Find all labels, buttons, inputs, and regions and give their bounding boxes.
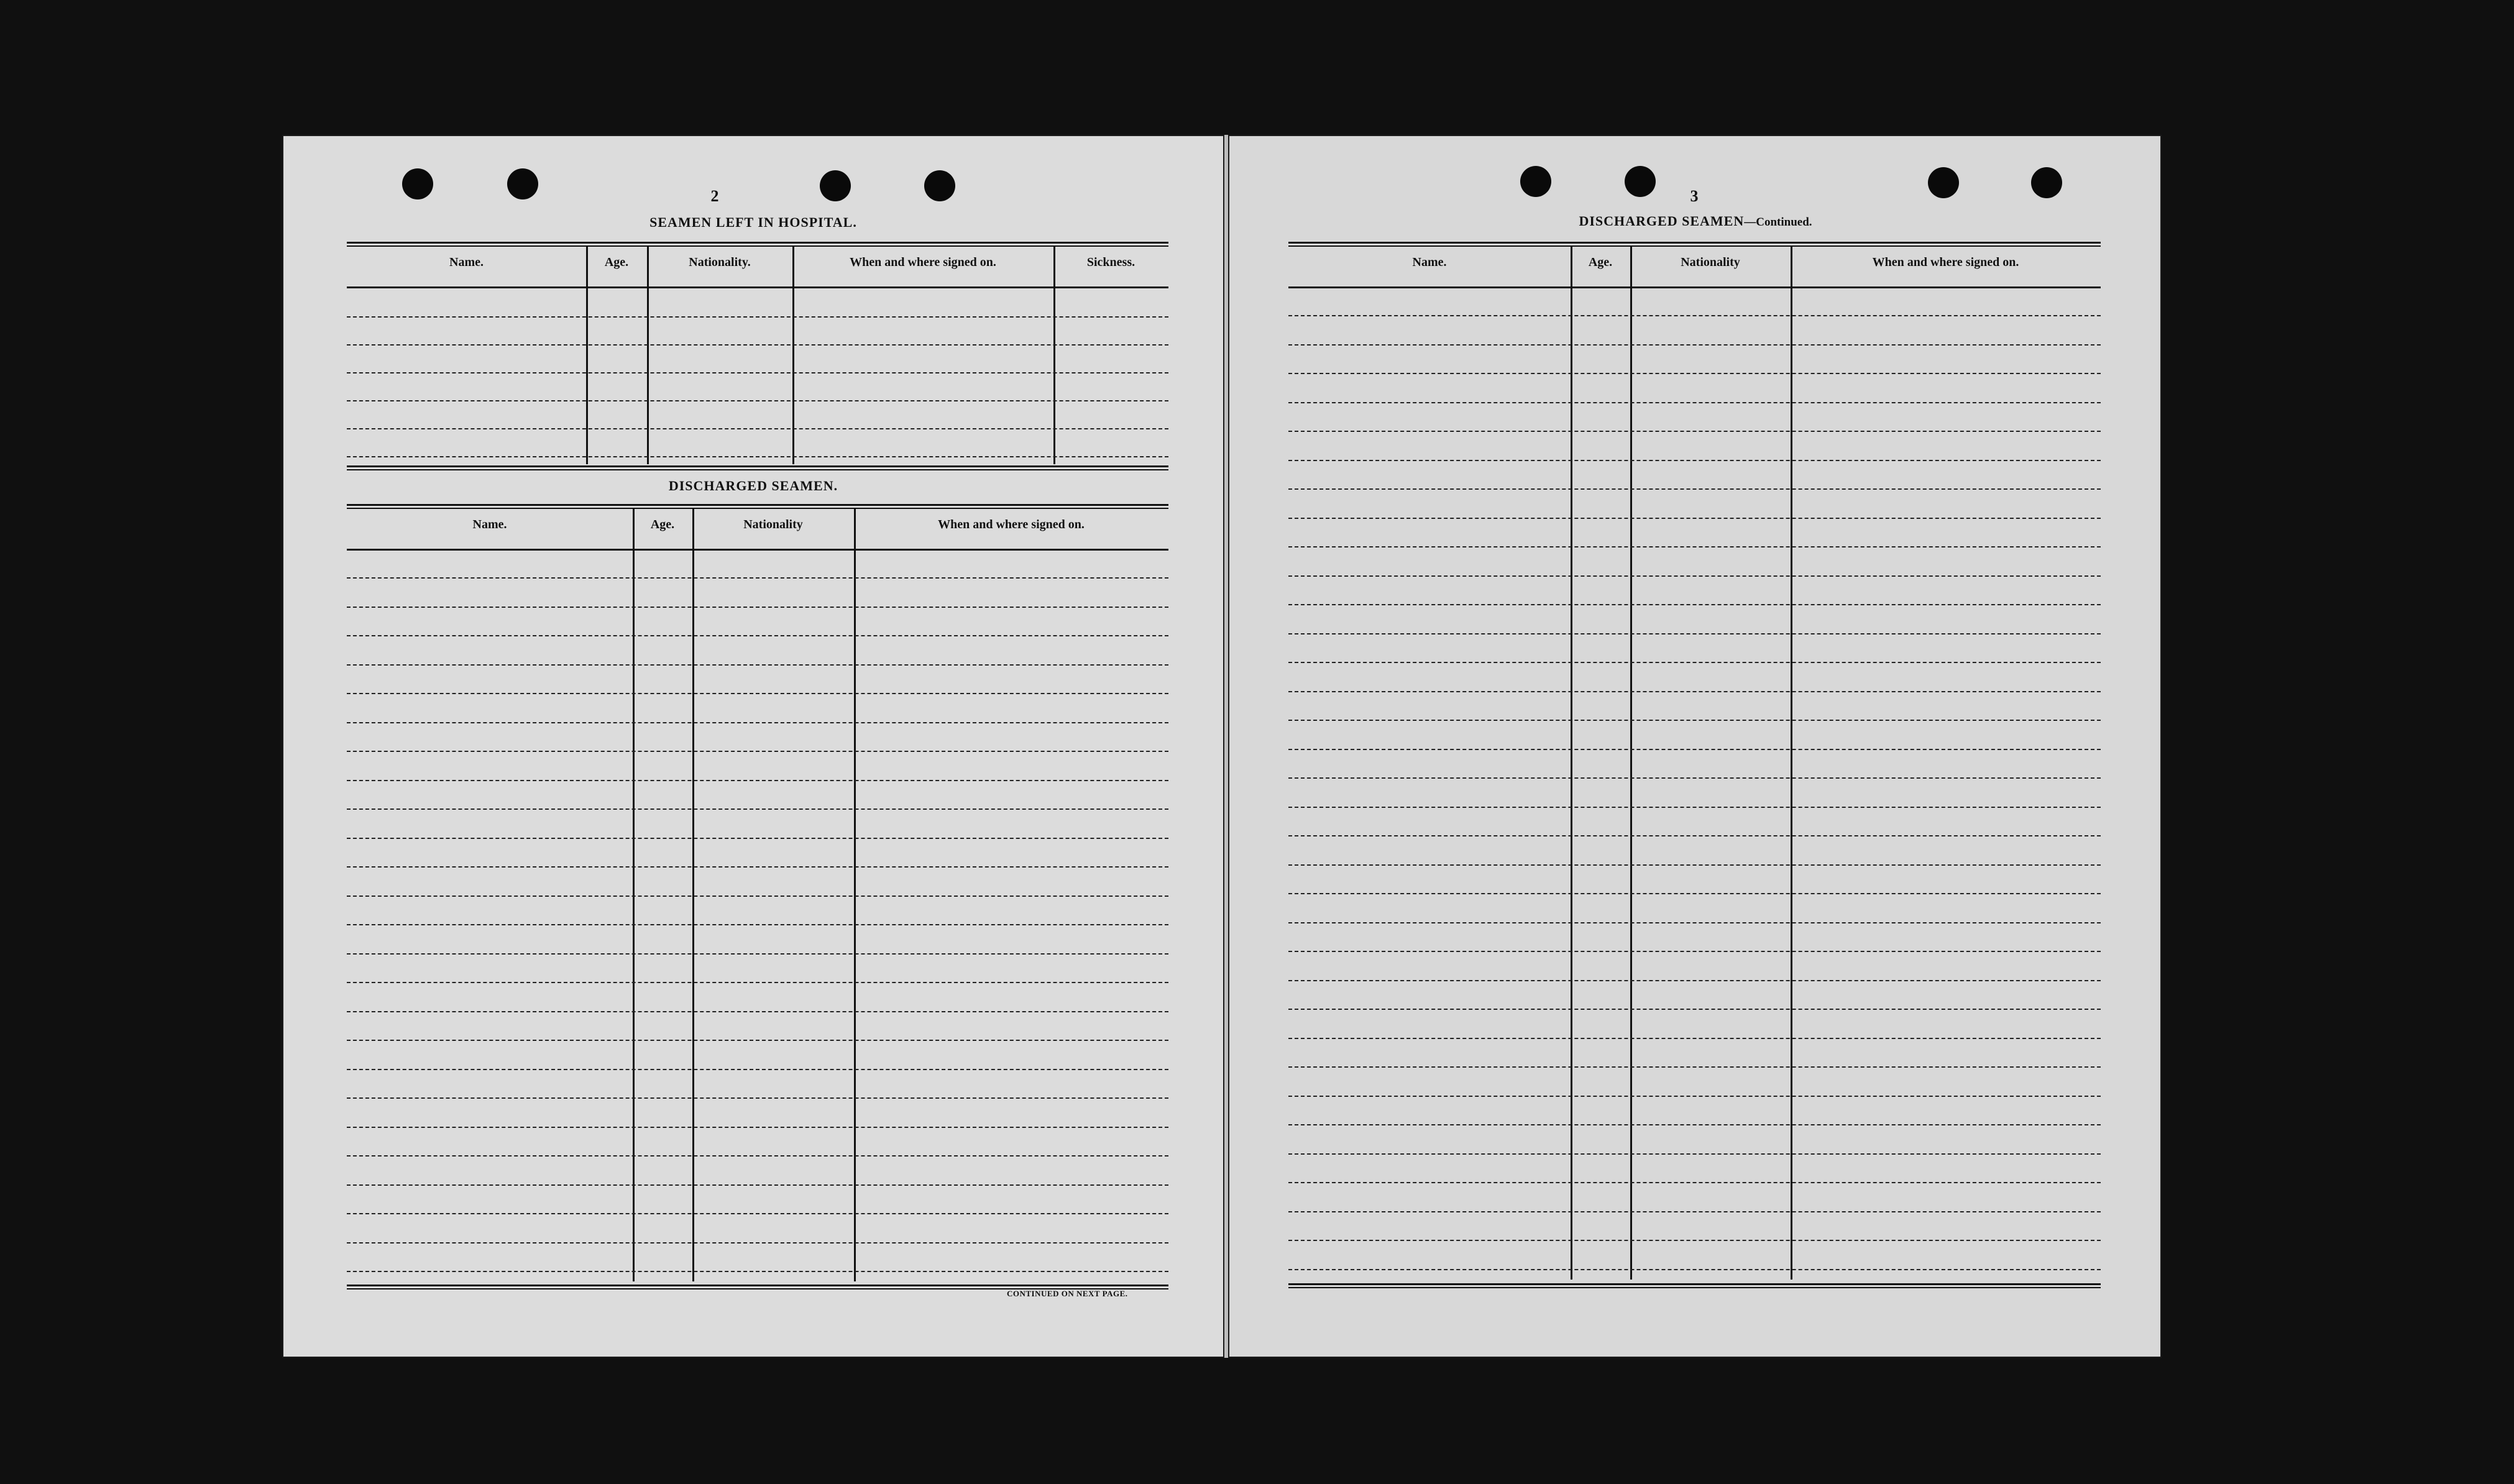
- column-divider: [792, 245, 794, 464]
- column-header-sickness: Sickness.: [1086, 255, 1135, 269]
- column-divider: [1053, 245, 1055, 464]
- entry-line: [1288, 1096, 2101, 1097]
- column-header-name: Name.: [472, 518, 507, 531]
- entry-line: [347, 808, 1168, 810]
- punch-hole: [402, 168, 433, 199]
- entry-line: [347, 1040, 1168, 1041]
- continued-suffix: —Continued.: [1744, 216, 1812, 229]
- column-header-age: Age.: [1588, 255, 1613, 269]
- entry-line: [1288, 1066, 2101, 1068]
- entry-line: [1288, 488, 2101, 490]
- column-header-name: Name.: [1412, 255, 1447, 269]
- entry-line: [1288, 546, 2101, 547]
- entry-line: [347, 344, 1168, 346]
- page-number: 2: [710, 187, 719, 205]
- entry-line: [1288, 720, 2101, 721]
- punch-hole: [1928, 167, 1959, 198]
- entry-line: [347, 895, 1168, 897]
- entry-line: [1288, 893, 2101, 894]
- column-header-nationality: Nationality: [1681, 255, 1740, 269]
- right-page: [1228, 135, 2162, 1358]
- entry-line: [1288, 691, 2101, 692]
- entry-line: [1288, 518, 2101, 519]
- entry-line: [347, 635, 1168, 636]
- entry-line: [347, 1271, 1168, 1272]
- entry-line: [347, 953, 1168, 955]
- discharged-table: [347, 504, 1168, 1306]
- table-bottom-rule: [1288, 1283, 2101, 1288]
- column-header-signed-on: When and where signed on.: [938, 518, 1085, 531]
- column-header-nationality: Nationality.: [689, 255, 751, 269]
- punch-hole: [1625, 166, 1656, 197]
- entry-line: [347, 577, 1168, 579]
- table-top-rule: [347, 242, 1168, 247]
- entry-line: [347, 1097, 1168, 1099]
- discharged-continued-title: [1228, 213, 2163, 229]
- entry-line: [1288, 807, 2101, 808]
- entry-line: [1288, 633, 2101, 634]
- entry-line: [1288, 373, 2101, 374]
- entry-line: [1288, 1182, 2101, 1183]
- entry-line: [1288, 980, 2101, 981]
- entry-line: [1288, 1009, 2101, 1010]
- entry-line: [347, 1011, 1168, 1012]
- entry-line: [347, 693, 1168, 694]
- continued-note: CONTINUED ON NEXT PAGE.: [1007, 1289, 1128, 1298]
- discharged-continued-title-text: DISCHARGED SEAMEN: [1579, 213, 1745, 229]
- punch-hole: [1520, 166, 1551, 197]
- entry-line: [347, 664, 1168, 666]
- column-header-signed-on: When and where signed on.: [1872, 255, 2019, 269]
- entry-line: [1288, 344, 2101, 346]
- entry-line: [1288, 604, 2101, 605]
- column-divider: [586, 245, 588, 464]
- column-divider: [633, 508, 635, 1281]
- column-divider: [647, 245, 649, 464]
- entry-line: [347, 866, 1168, 868]
- punch-hole: [820, 170, 851, 201]
- entry-line: [1288, 749, 2101, 750]
- column-divider: [692, 508, 694, 1281]
- entry-line: [1288, 1153, 2101, 1155]
- entry-line: [1288, 922, 2101, 923]
- column-header-nationality: Nationality: [743, 518, 803, 531]
- entry-line: [347, 838, 1168, 839]
- column-divider: [854, 508, 856, 1281]
- entry-line: [347, 1242, 1168, 1244]
- entry-line: [1288, 1124, 2101, 1125]
- entry-line: [347, 372, 1168, 373]
- column-header-signed-on: When and where signed on.: [850, 255, 996, 269]
- entry-line: [1288, 315, 2101, 316]
- column-header-age: Age.: [650, 518, 675, 531]
- table-bottom-rule: [347, 465, 1168, 470]
- entry-line: [347, 1184, 1168, 1186]
- entry-line: [1288, 951, 2101, 952]
- entry-line: [347, 982, 1168, 983]
- entry-line: [1288, 402, 2101, 403]
- entry-line: [347, 400, 1168, 401]
- entry-line: [347, 924, 1168, 925]
- entry-line: [347, 428, 1168, 429]
- punch-hole: [924, 170, 955, 201]
- column-header-name: Name.: [449, 255, 484, 269]
- entry-line: [1288, 1240, 2101, 1241]
- entry-line: [1288, 460, 2101, 461]
- entry-line: [347, 751, 1168, 752]
- entry-line: [1288, 1269, 2101, 1270]
- hospital-section-title: SEAMEN LEFT IN HOSPITAL.: [649, 214, 857, 230]
- entry-line: [347, 722, 1168, 723]
- discharged-section-title: DISCHARGED SEAMEN.: [668, 478, 838, 493]
- entry-line: [347, 780, 1168, 781]
- entry-line: [1288, 777, 2101, 779]
- entry-line: [347, 316, 1168, 318]
- entry-line: [347, 456, 1168, 457]
- punch-hole: [2031, 167, 2062, 198]
- table-top-rule: [347, 504, 1168, 509]
- entry-line: [1288, 575, 2101, 577]
- entry-line: [347, 1213, 1168, 1214]
- entry-line: [347, 1127, 1168, 1128]
- entry-line: [347, 1155, 1168, 1157]
- left-page: [282, 135, 1224, 1358]
- entry-line: [1288, 662, 2101, 663]
- column-header-age: Age.: [604, 255, 629, 269]
- entry-line: [1288, 1211, 2101, 1212]
- punch-hole: [507, 168, 538, 199]
- entry-line: [347, 607, 1168, 608]
- header-rule: [347, 549, 1168, 551]
- page-number: 3: [1690, 187, 1699, 205]
- header-rule: [347, 286, 1168, 288]
- header-rule: [1288, 286, 2101, 288]
- entry-line: [1288, 864, 2101, 866]
- entry-line: [347, 1069, 1168, 1070]
- entry-line: [1288, 431, 2101, 432]
- table-top-rule: [1288, 242, 2101, 247]
- entry-line: [1288, 1038, 2101, 1039]
- discharged-continued-table: [1288, 242, 2101, 1422]
- entry-line: [1288, 835, 2101, 836]
